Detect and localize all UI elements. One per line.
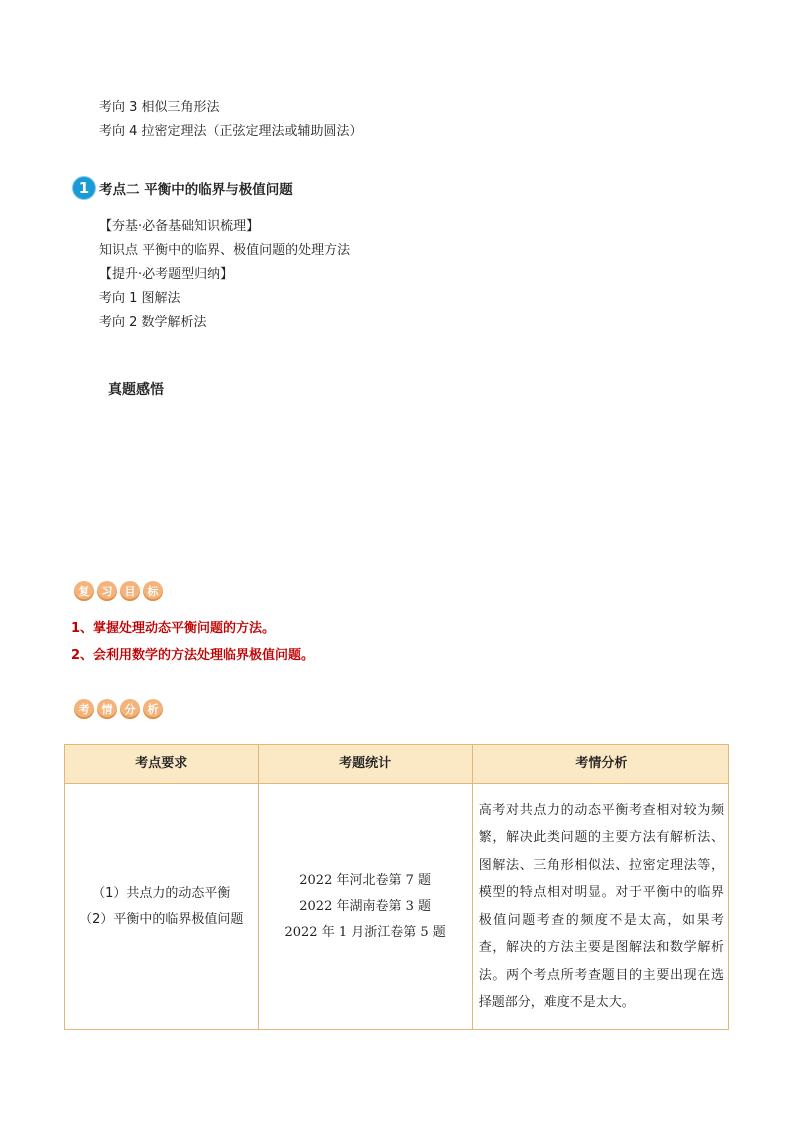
requirement-item: （2）平衡中的临界极值问题 xyxy=(79,911,244,927)
banner-char: 析 xyxy=(143,699,163,719)
header-analysis: 考情分析 xyxy=(472,745,728,784)
analysis-cell: 高考对共点力的动态平衡考查相对较为频繁，解决此类问题的主要方法有解析法、图解法、三角形相似法、拉密定理法等，模型的特点相对明显。对于平衡中的临界极值问题考查的频度不是太高，如果考查，解决的方法主要是图解法和数学解析法。两个考点所考查题目的主要出现在选择题部分，难度不是太大。 xyxy=(472,784,728,1030)
stat-item: 2022 年河北卷第 7 题 xyxy=(299,872,432,888)
requirements-cell xyxy=(65,784,259,1030)
banner-char: 习 xyxy=(97,581,117,601)
section-2-item: 【提升·必考题型归纳】 xyxy=(99,267,234,282)
banner-char: 考 xyxy=(74,699,94,719)
header-requirements: 考点要求 xyxy=(65,745,259,784)
direction-4: 考向 4 拉密定理法（正弦定理法或辅助圆法） xyxy=(99,124,363,139)
section-2-item: 考向 1 图解法 xyxy=(99,291,181,306)
banner-char: 复 xyxy=(74,581,94,601)
analysis-table xyxy=(64,744,729,1030)
header-stats: 考题统计 xyxy=(258,745,472,784)
direction-3: 考向 3 相似三角形法 xyxy=(99,100,220,115)
banner-char: 标 xyxy=(143,581,163,601)
number-badge-icon: 1 xyxy=(73,177,95,199)
banner-char: 情 xyxy=(97,699,117,719)
stats-cell xyxy=(258,784,472,1030)
section-2-title: 考点二 平衡中的临界与极值问题 xyxy=(99,182,293,198)
section-2-item: 考向 2 数学解析法 xyxy=(99,315,207,330)
stat-item: 2022 年湖南卷第 3 题 xyxy=(299,898,432,914)
banner-char: 目 xyxy=(120,581,140,601)
requirement-item: （1）共点力的动态平衡 xyxy=(92,885,231,901)
table-row xyxy=(65,784,729,1030)
real-questions-title: 真题感悟 xyxy=(108,382,164,398)
review-goal-2: 2、会利用数学的方法处理临界极值问题。 xyxy=(71,648,315,663)
stat-item: 2022 年 1 月浙江卷第 5 题 xyxy=(284,924,446,940)
section-2-item: 【夯基·必备基础知识梳理】 xyxy=(99,219,260,234)
banner-char: 分 xyxy=(120,699,140,719)
analysis-banner xyxy=(74,699,166,719)
review-goals-banner xyxy=(74,581,166,601)
table-header-row xyxy=(65,745,729,784)
section-2-item: 知识点 平衡中的临界、极值问题的处理方法 xyxy=(99,243,351,258)
review-goal-1: 1、掌握处理动态平衡问题的方法。 xyxy=(71,621,276,636)
section-2-heading xyxy=(73,175,293,201)
